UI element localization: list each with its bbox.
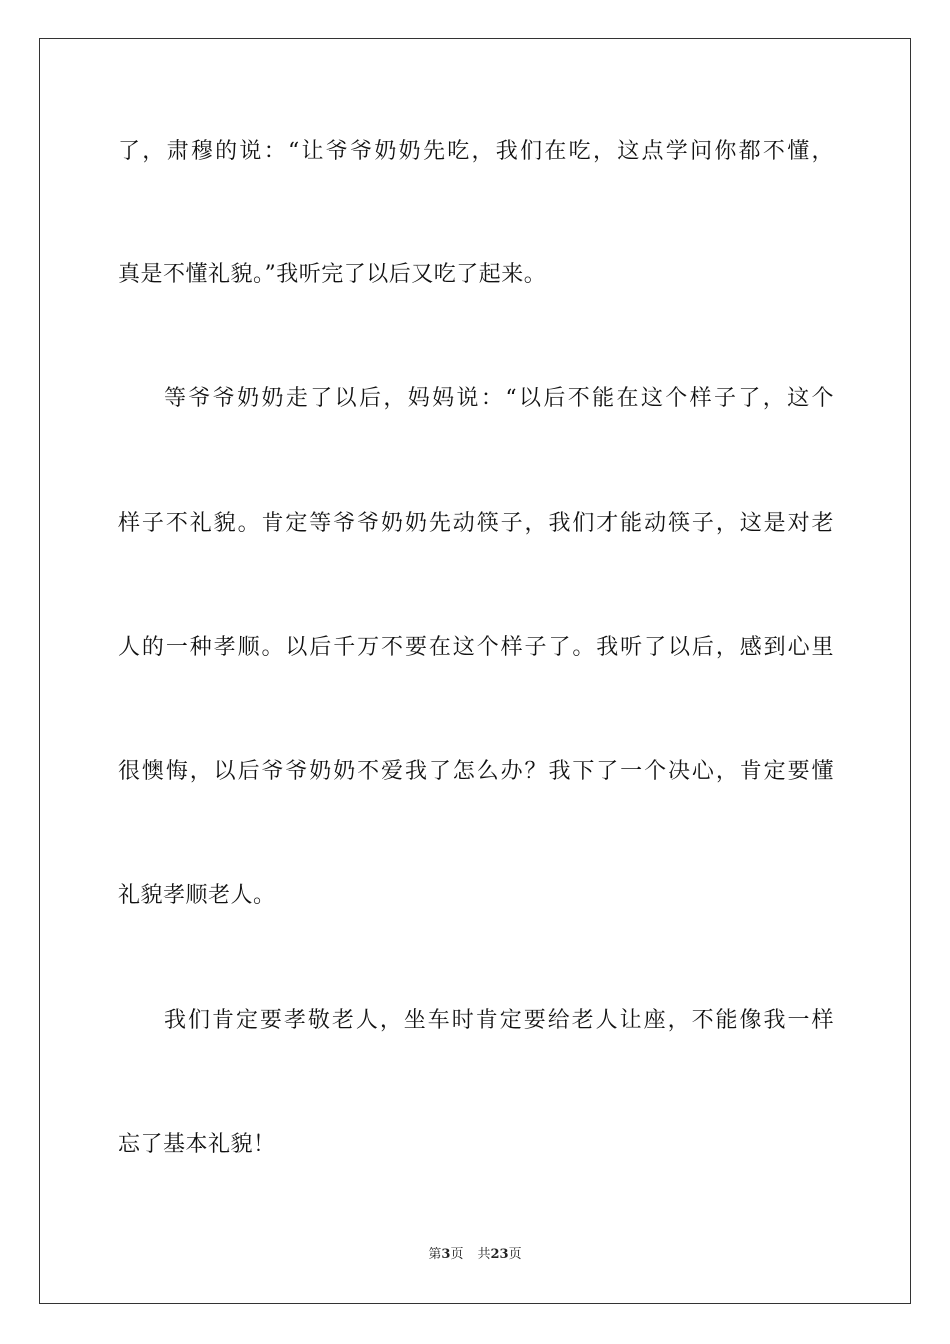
text-line: 了，肃穆的说：“让爷爷奶奶先吃，我们在吃，这点学问你都不懂， [118, 139, 834, 164]
text-line: 样子不礼貌。肯定等爷爷奶奶先动筷子，我们才能动筷子，这是对老 [118, 511, 834, 536]
text-line: 人的一种孝顺。以后千万不要在这个样子了。我听了以后，感到心里 [118, 635, 834, 660]
paragraph-start-line: 等爷爷奶奶走了以后，妈妈说：“以后不能在这个样子了，这个 [164, 386, 834, 411]
page-number: 3 [441, 1247, 451, 1262]
text-line: 礼貌孝顺老人。 [118, 883, 276, 908]
total-suffix: 页 [508, 1247, 522, 1262]
page-footer [0, 1246, 950, 1264]
page-suffix: 页 [450, 1247, 464, 1262]
text-line: 真是不懂礼貌。”我听完了以后又吃了起来。 [118, 262, 547, 287]
total-pages: 23 [490, 1247, 509, 1262]
total-prefix: 共 [477, 1247, 491, 1262]
page-border [39, 38, 911, 1304]
text-line: 很懊悔，以后爷爷奶奶不爱我了怎么办？我下了一个决心，肯定要懂 [118, 759, 834, 784]
paragraph-start-line: 我们肯定要孝敬老人，坐车时肯定要给老人让座，不能像我一样 [164, 1008, 834, 1033]
page-prefix: 第 [428, 1247, 442, 1262]
text-line: 忘了基本礼貌！ [118, 1132, 276, 1157]
